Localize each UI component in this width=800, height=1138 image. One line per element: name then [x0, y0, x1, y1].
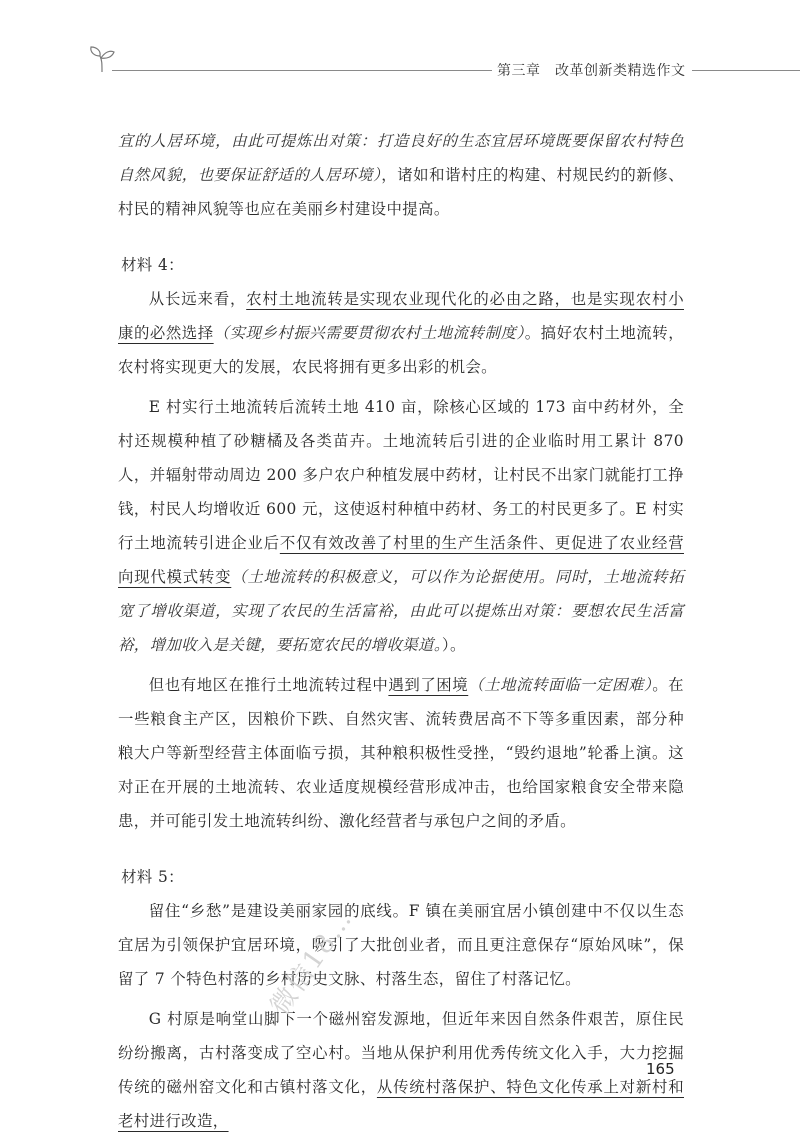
underlined-text: 不仅有效改善了村里的生产生活条件、更促进了农业经营向现代模式转变 — [118, 534, 684, 586]
underlined-text: 遇到了困境 — [388, 676, 469, 694]
annotation: （土地流转的积极意义，可以作为论据使用。同时，土地流转拓宽了增收渠道，实现了农民的生活富裕，由此可以提炼出对策：要想农民生活富裕，增加收入是关键，要拓宽农民的增收渠道。 — [118, 568, 684, 654]
body-text: 。搞好农村土地流转，农村将实现更大的发展，农民将拥有更多出彩的机会。 — [118, 324, 684, 376]
header-rule-right — [692, 70, 800, 71]
body-text: 但也有地区在推行土地流转过程中 — [148, 676, 389, 694]
running-header — [0, 40, 800, 90]
underlined-text: 农村土地流转是实现农业现代化的必由之路，也是实现农村小康的必然选择 — [118, 290, 684, 342]
annotation: 宜的人居环境，由此可提炼出对策：打造良好的生态宜居环境既要保留农村特色自然风貌，也要保证舒适的人居环境） — [118, 132, 684, 184]
page-number: 165 — [646, 1060, 675, 1078]
continued-paragraph — [118, 124, 684, 226]
body-text: 从长远来看， — [148, 290, 247, 308]
body-text: 。在一些粮食主产区，因粮价下跌、自然灾害、流转费居高不下等多重因素，部分种粮大户等新型经营主体面临亏损，其种粮积极性受挫，“毁约退地”轮番上演。这对正在开展的土地流转、农业适度规模经营形成冲击，也给国家粮食安全带来隐患，并可能引发土地流转纠纷、激化经营者与承包户之间的矛盾。 — [118, 676, 684, 830]
annotation: （土地流转面临一定困难） — [468, 676, 653, 694]
underlined-text: 从传统村落保护、特色文化传承上对新村和老村进行改造， — [118, 1078, 684, 1130]
body-text: ，诸如和谐村庄的构建、村规民约的新修、村民的精神风貌等也应在美丽乡村建设中提高。 — [118, 166, 684, 218]
annotation: （实现乡村振兴需要贯彻农村土地流转制度） — [213, 324, 525, 342]
material-4-paragraph-1 — [118, 282, 684, 384]
body-text: E 村实行土地流转后流转土地 410 亩，除核心区域的 173 亩中药材外，全村还规模种植了砂糖橘及各类苗卉。土地流转后引进的企业临时用工累计 870 人，并辐射带动周边 200 多户农户种植发展中药材，让村民不出家门就能打工挣钱，村民人均增收近 600 元，这使返村种植中药材、务工的村民更多了。E 村实行土地流转引进企业后 — [118, 398, 684, 552]
chapter-title: 第三章 改革创新类精选作文 — [497, 63, 686, 79]
material-4-paragraph-3 — [118, 668, 684, 838]
material-5-paragraph-1: 留住“乡愁”是建设美丽家园的底线。F 镇在美丽宜居小镇创建中不仅以生态宜居为引领保护宜居环境，吸引了大批创业者，而且更注意保存“原始风味”，保留了 7 个特色村落的乡村历史文脉、村落生态，留住了村落记忆。 — [118, 902, 684, 988]
material-5-label: 材料 5： — [121, 868, 184, 886]
header-rule-left — [112, 70, 492, 71]
material-4-label: 材料 4： — [121, 256, 184, 274]
body-text: ）。 — [441, 636, 466, 654]
page-body — [118, 124, 684, 1138]
material-4-paragraph-2 — [118, 390, 684, 662]
watermark: 微信18… — [264, 904, 359, 1021]
material-5-paragraph-2 — [118, 1002, 684, 1138]
body-text: G 村原是响堂山脚下一个磁州窑发源地，但近年来因自然条件艰苦，原住民纷纷搬离，古村落变成了空心村。当地从保护利用优秀传统文化入手，大力挖掘传统的磁州窑文化和古镇村落文化， — [118, 1010, 684, 1096]
